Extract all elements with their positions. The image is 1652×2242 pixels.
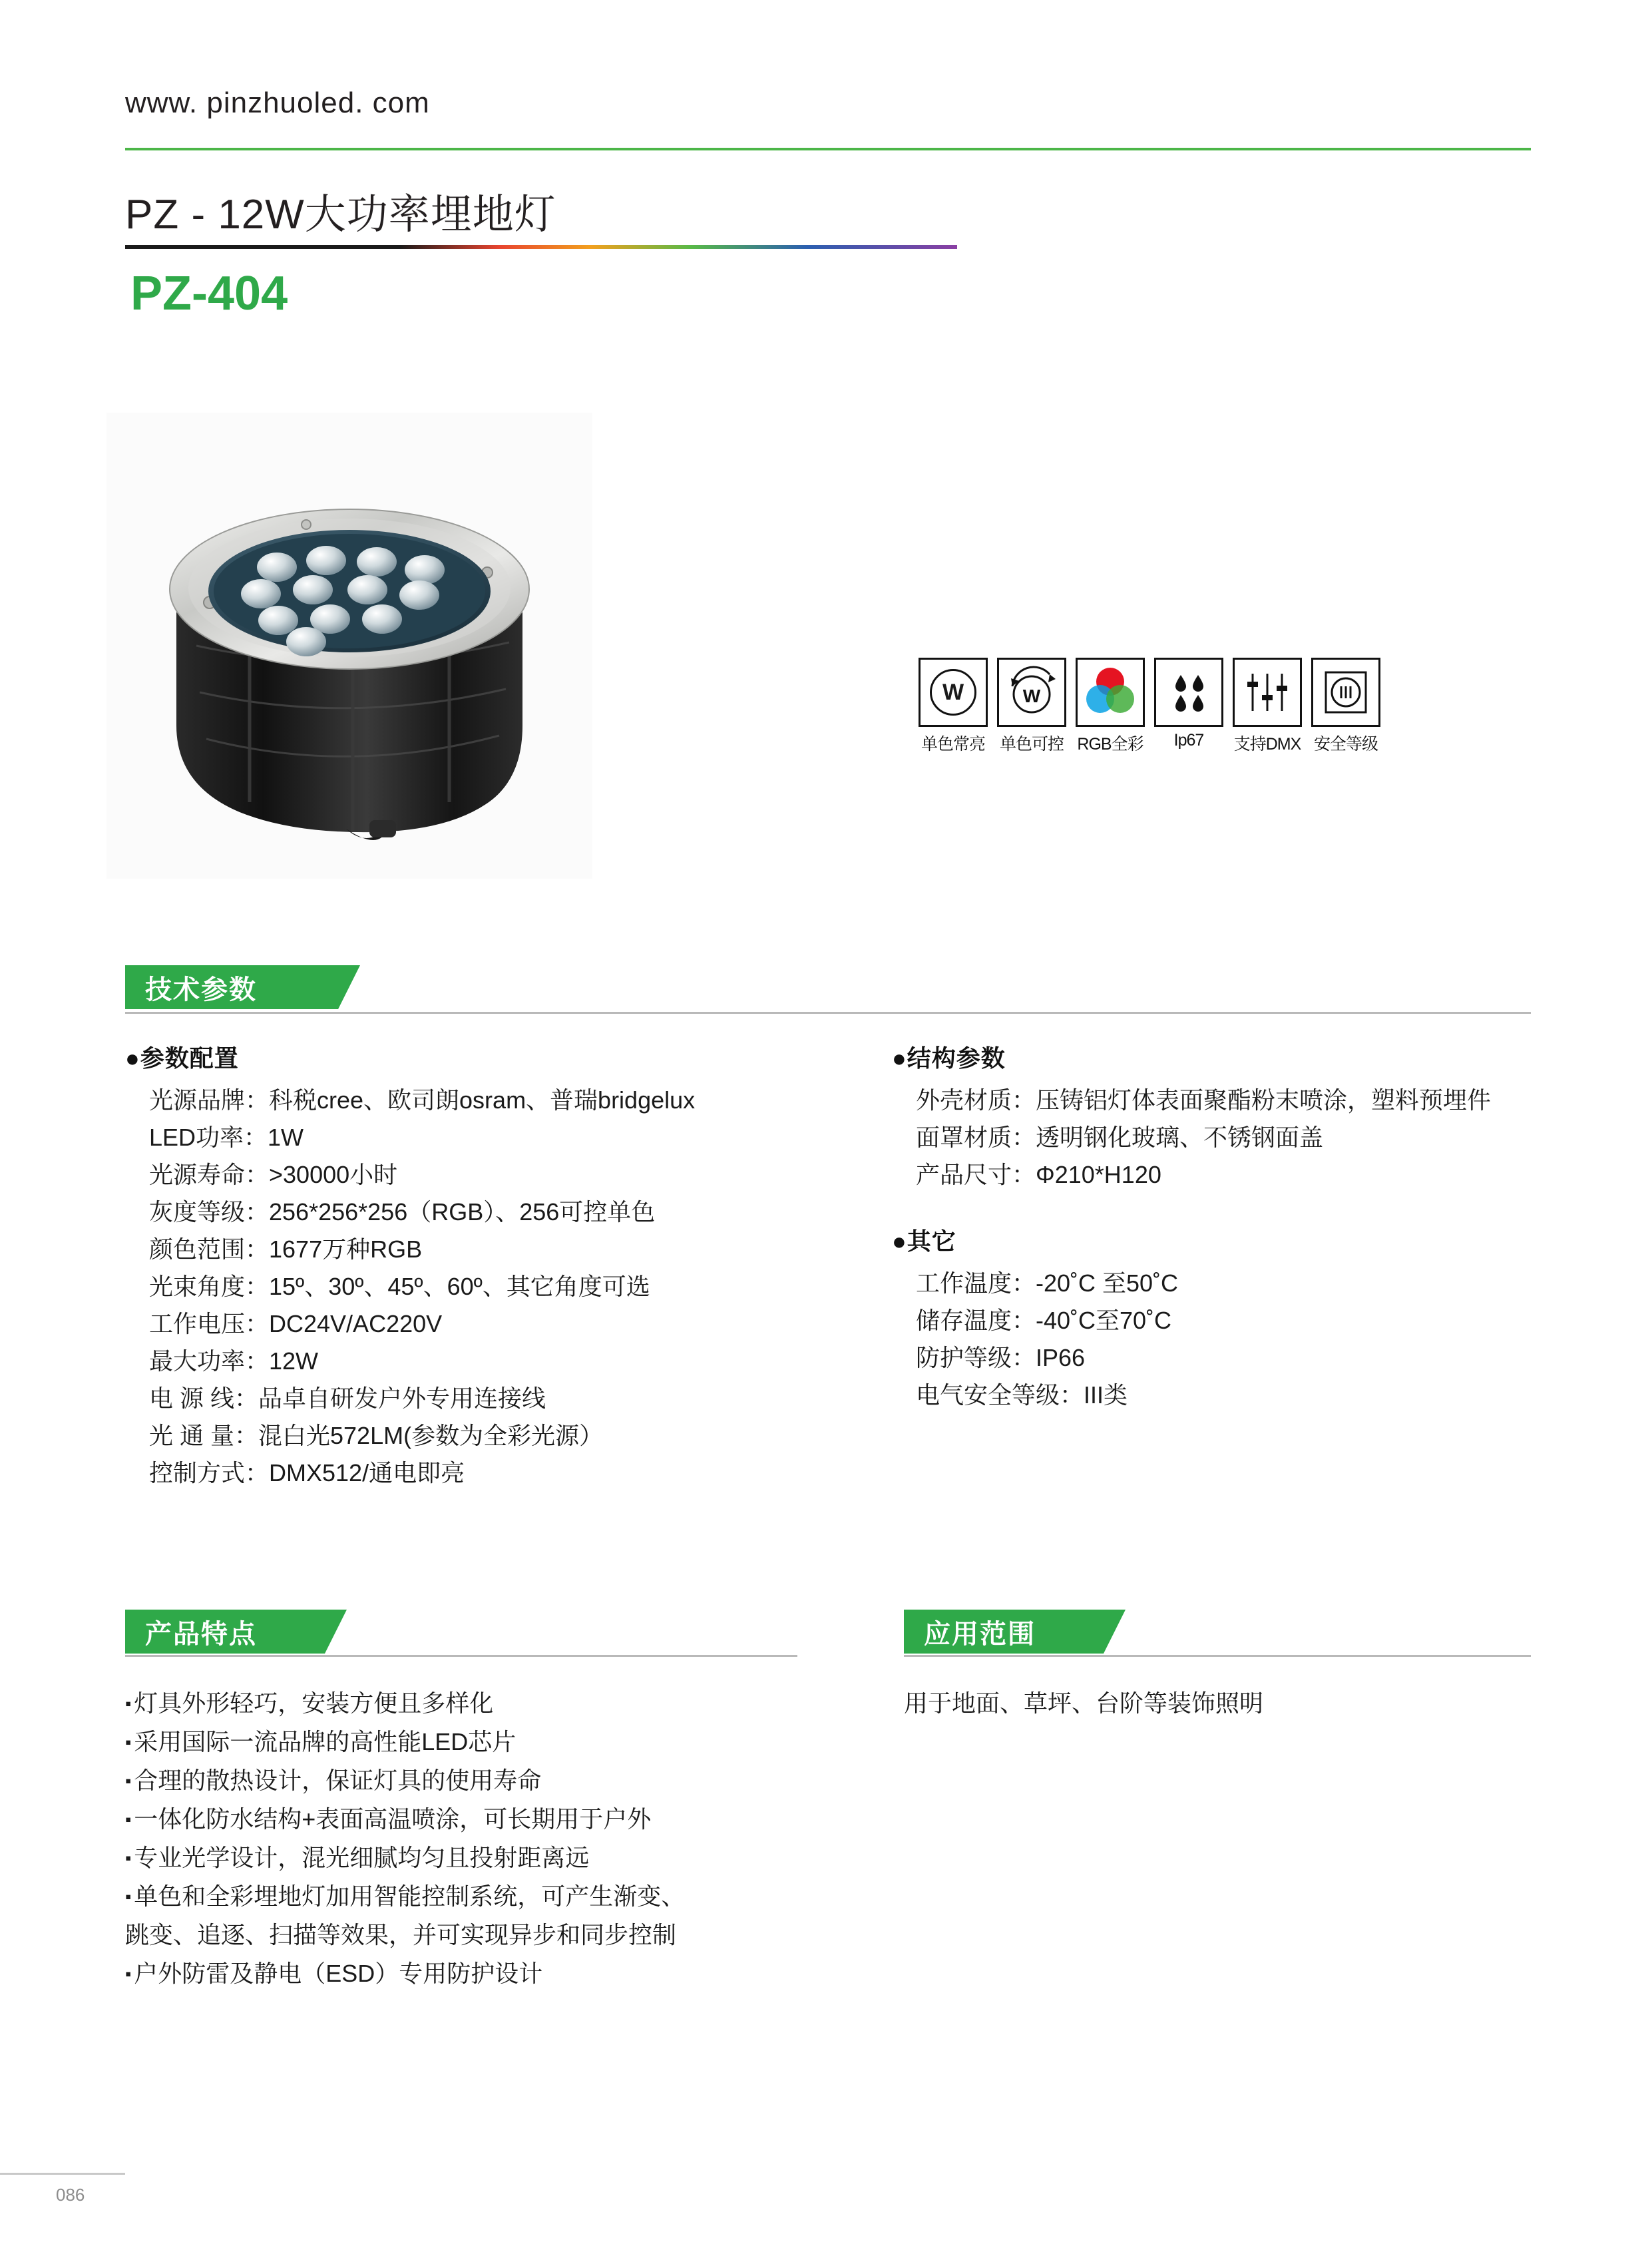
feature-text: 灯具外形轻巧，安装方便且多样化 [134, 1689, 494, 1717]
section-rule-features [125, 1655, 797, 1657]
spec-line: 防护等级：IP66 [916, 1344, 1086, 1371]
page-title: PZ - 12W大功率埋地灯 [125, 192, 556, 238]
spec-line: 电 源 线：品卓自研发户外专用连接线 [149, 1385, 546, 1412]
spec-line: 光源品牌：科税cree、欧司朗osram、普瑞bridgelux [149, 1086, 696, 1114]
website-url: www. pinzhuoled. com [125, 87, 430, 119]
list-item: ▪ 专业光学设计，混光细腻均匀且投射距离远 [125, 1844, 590, 1871]
section-tag-features: 产品特点 [125, 1610, 325, 1654]
icon-cell-single-color-dimmable [996, 658, 1068, 755]
footer-divider [0, 2173, 125, 2175]
tech-config-column [125, 1040, 877, 1492]
spec-line: 颜色范围：1677万种RGB [149, 1235, 423, 1263]
section-tag-application: 应用范围 [904, 1610, 1104, 1654]
spec-line: 灰度等级：256*256*256（RGB）、256可控单色 [149, 1198, 656, 1226]
spec-line: 最大功率：12W [149, 1347, 319, 1375]
features-list [125, 1684, 871, 1993]
list-item: ▪ 采用国际一流品牌的高性能LED芯片 [125, 1728, 516, 1755]
list-item: ▪ 户外防雷及静电（ESD）专用防护设计 [125, 1960, 543, 1987]
spec-line: 光束角度：15º、30º、45º、60º、其它角度可选 [149, 1273, 650, 1300]
spec-line: LED功率：1W [149, 1124, 304, 1151]
icon-label-3: Ip67 [1173, 731, 1204, 750]
list-item: ▪ 灯具外形轻巧，安装方便且多样化 [125, 1689, 494, 1717]
product-image [106, 413, 592, 879]
feature-text: 户外防雷及静电（ESD）专用防护设计 [134, 1960, 543, 1987]
tech-other-heading: ●其它 [892, 1228, 956, 1255]
icon-cell-ip67 [1153, 658, 1225, 755]
icon-label-2: RGB全彩 [1077, 735, 1143, 754]
icon-cell-dmx [1231, 658, 1303, 755]
spec-line: 面罩材质：透明钢化玻璃、不锈钢面盖 [916, 1124, 1324, 1151]
header-divider [125, 148, 1531, 150]
icon-label-1: 单色可控 [999, 735, 1064, 754]
feature-text: 单色和全彩埋地灯加用智能控制系统，可产生渐变、 [134, 1883, 686, 1910]
feature-text: 采用国际一流品牌的高性能LED芯片 [134, 1728, 516, 1755]
dmx-support-icon [1233, 658, 1302, 727]
tech-config-heading: ●参数配置 [125, 1044, 239, 1072]
spec-line: 产品尺寸：Φ210*H120 [916, 1161, 1161, 1188]
tech-structure-heading: ●结构参数 [892, 1044, 1006, 1072]
list-item-continued [125, 1916, 871, 1954]
feature-text: 专业光学设计，混光细腻均匀且投射距离远 [134, 1844, 590, 1871]
spec-line: 光 通 量：混白光572LM(参数为全彩光源） [149, 1422, 604, 1449]
list-item: ▪ 单色和全彩埋地灯加用智能控制系统，可产生渐变、 [125, 1883, 686, 1910]
icon-label-5: 安全等级 [1313, 735, 1378, 754]
application-text: 用于地面、草坪、台阶等装饰照明 [904, 1689, 1264, 1717]
icon-cell-safety-class [1310, 658, 1382, 755]
icon-label-0: 单色常亮 [921, 735, 985, 754]
section-tag-tech: 技术参数 [125, 965, 338, 1009]
page-number: 086 [56, 2185, 85, 2205]
list-item: ▪ 一体化防水结构+表面高温喷涂，可长期用于户外 [125, 1805, 652, 1833]
section-rule-application [904, 1655, 1531, 1657]
spec-line: 光源寿命：>30000小时 [149, 1161, 398, 1188]
feature-text: 一体化防水结构+表面高温喷涂，可长期用于户外 [134, 1805, 652, 1833]
safety-class-icon [1311, 658, 1380, 727]
icon-label-4: 支持DMX [1233, 735, 1301, 754]
icon-cell-single-color-constant [917, 658, 989, 755]
ip67-waterproof-icon [1154, 658, 1223, 727]
single-color-constant-icon: W [919, 658, 988, 727]
feature-text: 合理的散热设计，保证灯具的使用寿命 [134, 1767, 542, 1794]
single-color-dimmable-icon [997, 658, 1066, 727]
title-underline [125, 245, 957, 249]
feature-text: 跳变、追逐、扫描等效果，并可实现异步和同步控制 [125, 1921, 677, 1948]
spec-line: 工作温度：-20˚C 至50˚C [916, 1269, 1179, 1297]
model-number: PZ-404 [130, 267, 288, 320]
svg-text:W: W [1022, 686, 1041, 706]
spec-line: 电气安全等级：III类 [916, 1381, 1128, 1409]
page-edge [0, 0, 2, 2242]
list-item: ▪ 合理的散热设计，保证灯具的使用寿命 [125, 1767, 542, 1794]
rgb-full-color-icon [1076, 658, 1145, 727]
spec-line: 控制方式：DMX512/通电即亮 [149, 1459, 465, 1486]
section-rule-tech [125, 1012, 1531, 1014]
spec-line: 储存温度：-40˚C至70˚C [916, 1307, 1172, 1334]
icon-cell-rgb [1074, 658, 1146, 755]
spec-line: 工作电压：DC24V/AC220V [149, 1310, 443, 1337]
feature-icon-strip [917, 658, 1382, 755]
tech-structure-column [892, 1040, 1557, 1414]
spec-line: 外壳材质：压铸铝灯体表面聚酯粉末喷涂，塑料预埋件 [916, 1086, 1492, 1114]
